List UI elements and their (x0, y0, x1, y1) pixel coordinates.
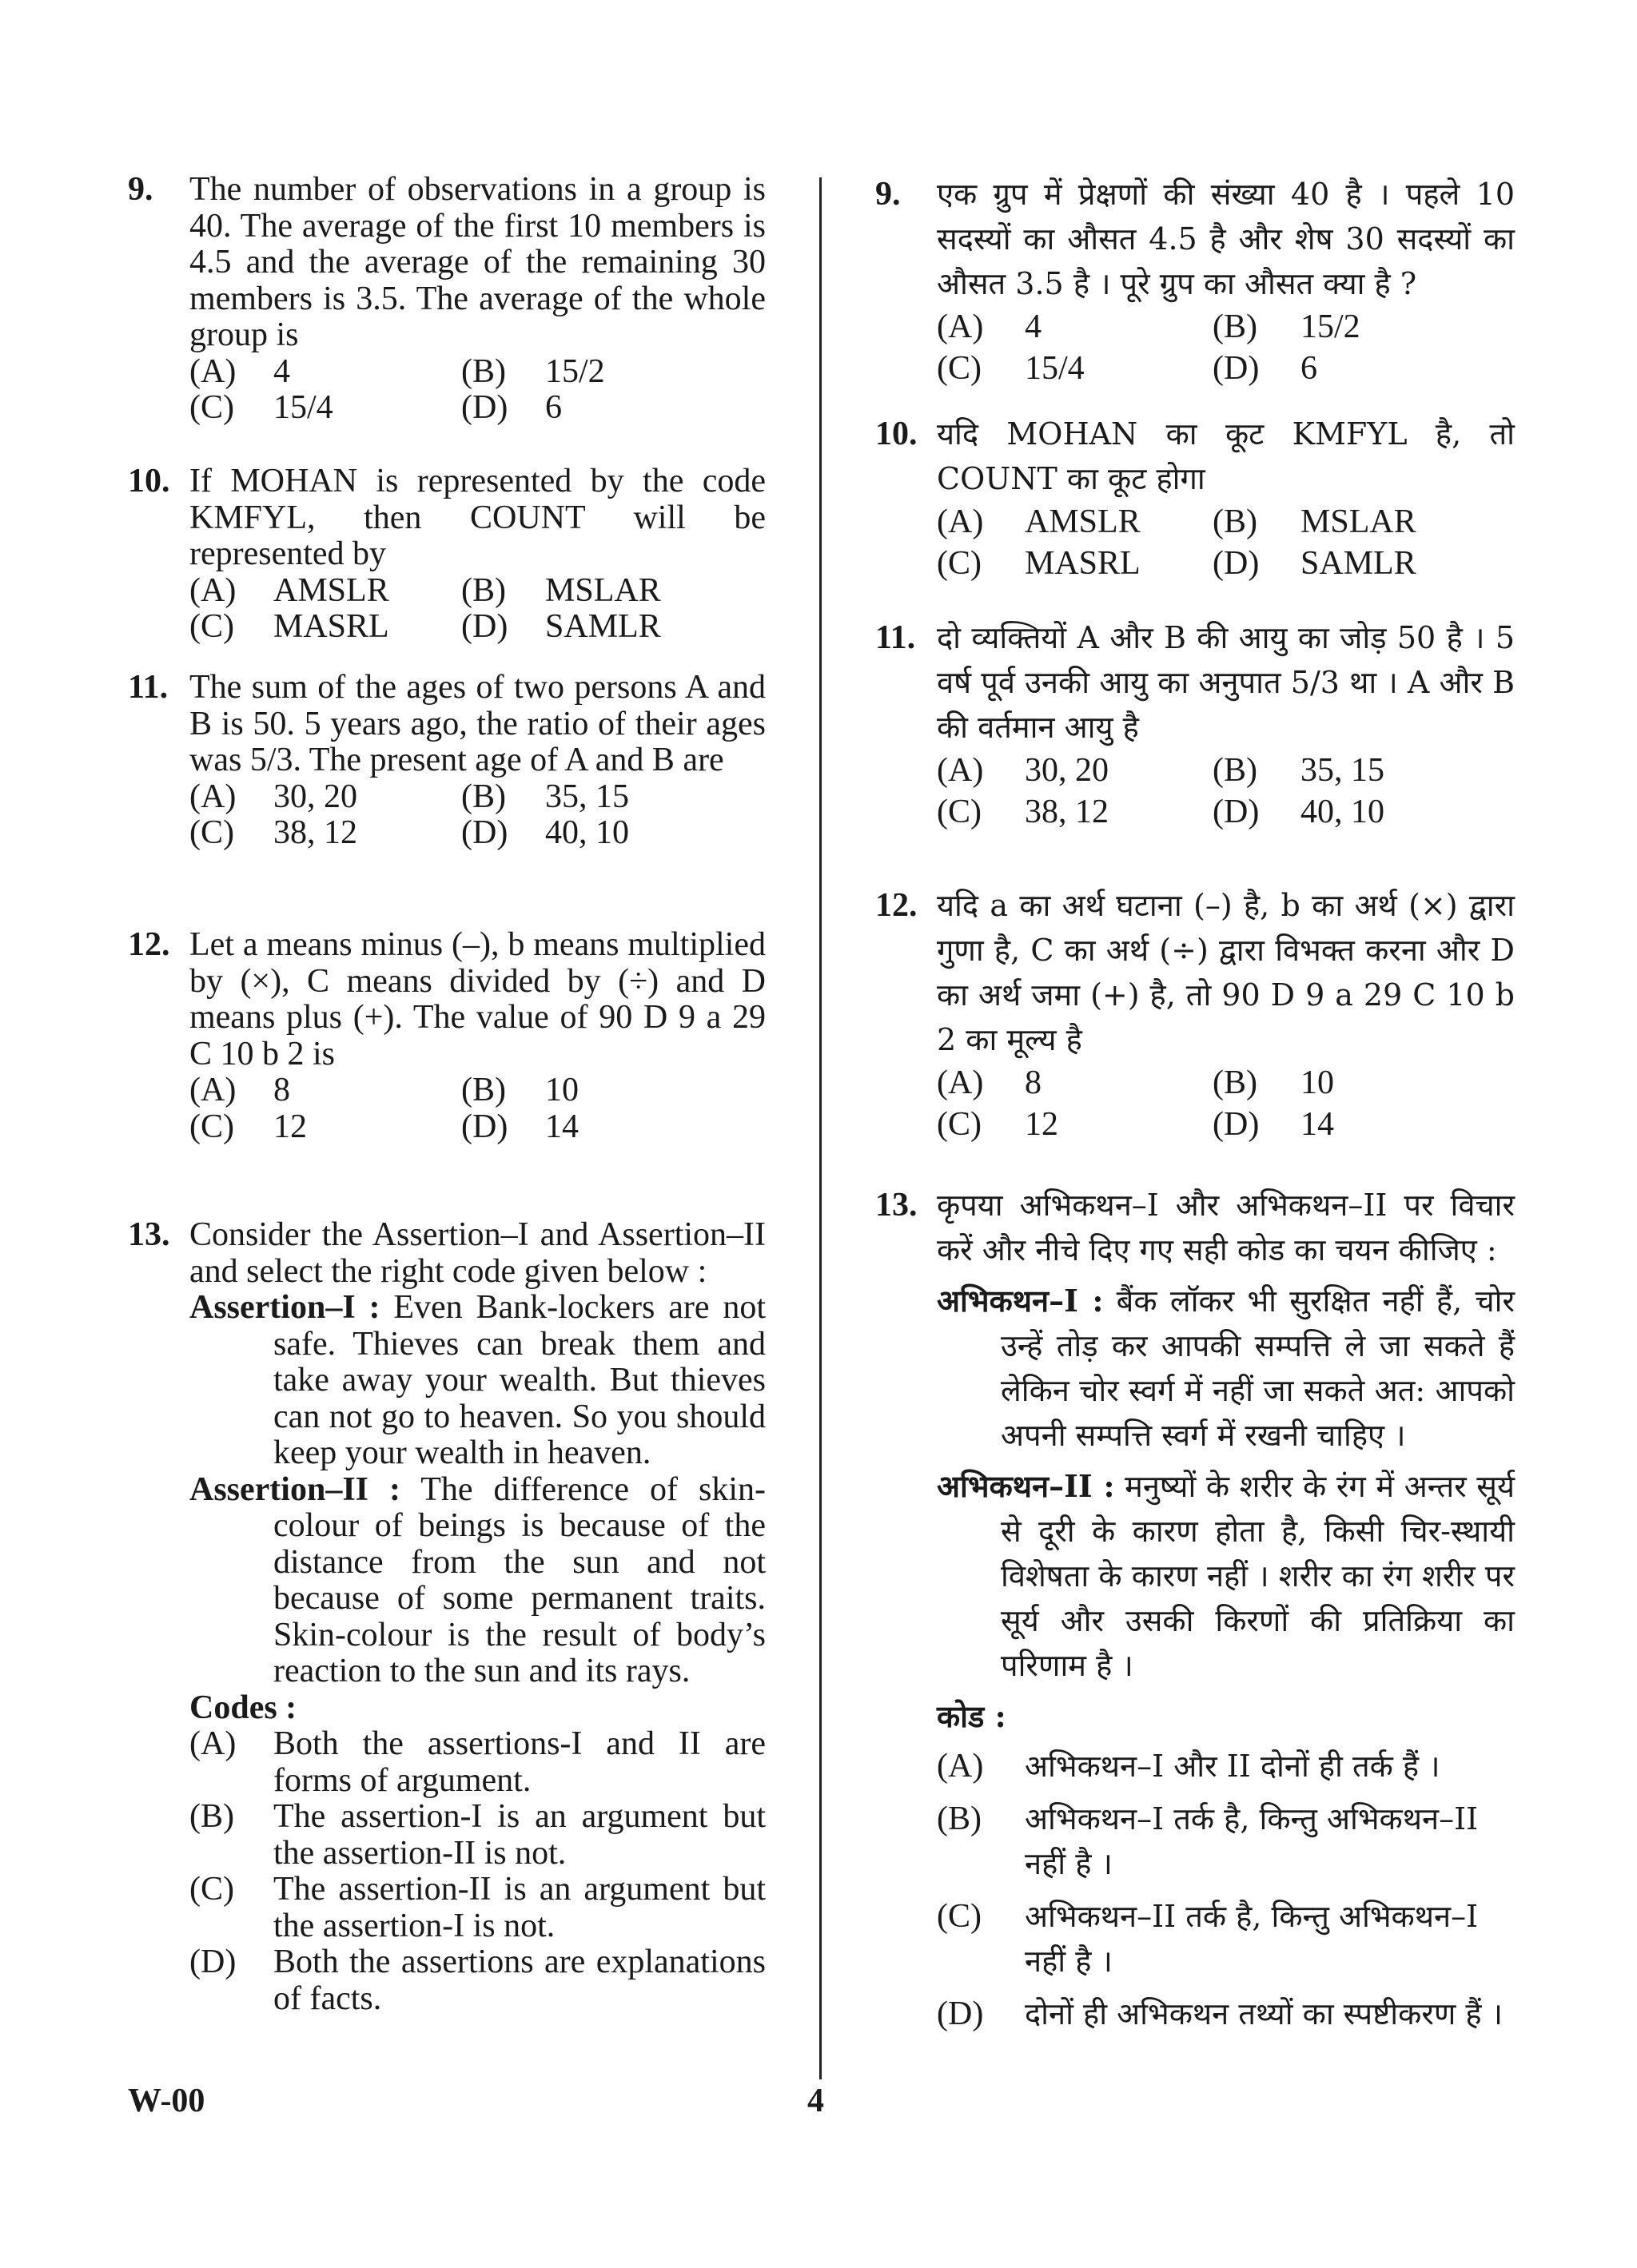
code-d: (D) Both the assertions are explanations of facts. (189, 1944, 766, 2017)
option-b: (B) 10 (1213, 1064, 1334, 1101)
option-c: (C) 15/4 (189, 389, 333, 426)
option-b: (B) 15/2 (461, 352, 605, 390)
option-d: (D) 40, 10 (1213, 794, 1384, 830)
option-b: (B) MSLAR (461, 571, 661, 609)
assertion-1-text: बैंक लॉकर भी सुरक्षित नहीं हैं, चोर उन्हें तोड़ कर आपकी सम्पत्ति ले जा सकते हैं लेकिन चोर स्वर्ग में नहीं जा सकते अत: आपको अपनी सम्पत्ति स्वर्ग में रखनी चाहिए । (1001, 1283, 1515, 1453)
assertion-1 (189, 1290, 766, 1472)
question-11-hi (875, 615, 1515, 833)
option-a: (A) 30, 20 (937, 752, 1109, 789)
question-number: 12. (128, 926, 170, 963)
assertion-1-text: Even Bank-lockers are not safe. Thieves can break them and take away your wealth. But thieves can not go to heaven. So you should keep your wealth in heaven. (273, 1289, 766, 1471)
option-d: (D) SAMLR (461, 608, 661, 645)
option-d: (D) 6 (461, 389, 562, 426)
assertion-1-label: अभिकथन–I : (937, 1283, 1104, 1319)
assertion-2 (937, 1464, 1515, 1688)
options-grid (937, 1062, 1515, 1145)
question-12-en (128, 927, 766, 1145)
option-c: (C) 12 (937, 1106, 1058, 1143)
option-b: (B) 35, 15 (461, 778, 629, 815)
question-13-en (128, 1217, 766, 2017)
assertion-2-text: The difference of skin-colour of beings is because of the distance from the sun and not because of some permanent traits. Skin-colour is the result of body’s reaction to the sun and its rays. (273, 1470, 766, 1689)
option-c: (C) 38, 12 (937, 794, 1109, 830)
question-10-en (128, 464, 766, 646)
question-text: कृपया अभिकथन–I और अभिकथन–II पर विचार करें और नीचे दिए गए सही कोड का चयन कीजिए : (937, 1188, 1515, 1267)
page-number: 4 (807, 2083, 824, 2119)
option-a: (A) AMSLR (937, 503, 1141, 540)
options-grid (937, 501, 1515, 584)
question-13-hi (875, 1183, 1515, 2044)
code-b: (B) The assertion-I is an argument but the assertion-II is not. (189, 1798, 766, 1872)
question-text: यदि a का अर्थ घटाना (–) है, b का अर्थ (×) द्वारा गुणा है, C का अर्थ (÷) द्वारा विभक्त करना और D का अर्थ जमा (+) है, तो 90 D 9 a 29 C 10 b 2 का मूल्य है (937, 888, 1515, 1057)
option-b: (B) 35, 15 (1213, 752, 1384, 789)
codes-heading: कोड : (937, 1698, 1006, 1734)
question-text: दो व्यक्तियों A और B की आयु का जोड़ 50 है । 5 वर्ष पूर्व उनकी आयु का अनुपात 5/3 था । A और B की वर्तमान आयु है (937, 620, 1515, 745)
options-grid (189, 573, 766, 646)
column-divider (819, 177, 822, 2079)
options-grid (937, 750, 1515, 833)
option-c: (C) MASRL (189, 608, 389, 645)
code-a: (A) Both the assertions-I and II are forms of argument. (189, 1725, 766, 1799)
paper-code: W-00 (128, 2083, 205, 2119)
code-c: (C) The assertion-II is an argument but the assertion-I is not. (189, 1871, 766, 1944)
option-c: (C) MASRL (937, 545, 1141, 582)
option-d: (D) 14 (461, 1108, 579, 1145)
option-a: (A) AMSLR (189, 571, 389, 609)
question-number: 11. (875, 619, 916, 656)
option-c: (C) 15/4 (937, 350, 1085, 387)
question-12-hi (875, 883, 1515, 1145)
question-number: 10. (875, 416, 918, 452)
assertion-2-label: Assertion–II : (189, 1470, 400, 1508)
option-a: (A) 4 (189, 352, 290, 390)
question-number: 9. (128, 171, 153, 208)
option-a: (A) 30, 20 (189, 778, 357, 815)
question-10-hi (875, 412, 1515, 584)
question-text: एक ग्रुप में प्रेक्षणों की संख्या 40 है । पहले 10 सदस्यों का औसत 4.5 है और शेष 30 सदस्यों का औसत 3.5 है । पूरे ग्रुप का औसत क्या है ? (937, 177, 1515, 301)
option-a: (A) 8 (937, 1064, 1042, 1101)
options-grid (937, 306, 1515, 389)
code-d: (D) दोनों ही अभिकथन तथ्यों का स्पष्टीकरण हैं । (937, 1995, 1504, 2032)
assertion-2-text: मनुष्यों के शरीर के रंग में अन्तर सूर्य से दूरी के कारण होता है, किसी चिर-स्थायी विशेषता के कारण नहीं । शरीर का रंग शरीर पर सूर्य और उसकी किरणों की प्रतिक्रिया का परिणाम है । (1001, 1469, 1515, 1683)
question-number: 12. (875, 887, 918, 924)
question-9-hi (875, 172, 1515, 389)
assertion-2 (189, 1472, 766, 1690)
question-text: The sum of the ages of two persons A and B is 50. 5 years ago, the ratio of their ages was 5/3. The present age of A and B are (189, 669, 766, 778)
question-text: The number of observations in a group is 40. The average of the first 10 members is 4.5 and the average of the remaining 30 members is 3.5. The average of the whole group is (189, 171, 766, 353)
option-d: (D) 14 (1213, 1106, 1334, 1143)
question-number: 13. (875, 1187, 918, 1224)
option-b: (B) 15/2 (1213, 308, 1360, 345)
question-text: Consider the Assertion–I and Assertion–II and select the right code given below : (189, 1216, 766, 1290)
question-text: If MOHAN is represented by the code KMFYL, then COUNT will be represented by (189, 463, 766, 572)
assertion-2-label: अभिकथन–II : (937, 1468, 1115, 1504)
question-number: 10. (128, 463, 170, 499)
code-c: (C) अभिकथन–II तर्क है, किन्तु अभिकथन–I नहीं है । (937, 1898, 1479, 1979)
option-c: (C) 38, 12 (189, 814, 357, 851)
option-a: (A) 4 (937, 308, 1042, 345)
options-grid (189, 354, 766, 427)
question-9-en (128, 172, 766, 427)
option-b: (B) MSLAR (1213, 503, 1416, 540)
option-b: (B) 10 (461, 1072, 579, 1108)
assertion-1-label: Assertion–I : (189, 1289, 380, 1326)
option-c: (C) 12 (189, 1108, 307, 1145)
question-text: Let a means minus (–), b means multiplied by (×), C means divided by (÷) and D means plus (+). The value of 90 D 9 a 29 C 10 b 2 is (189, 926, 766, 1072)
question-number: 11. (128, 669, 169, 706)
option-a: (A) 8 (189, 1072, 290, 1108)
question-11-en (128, 670, 766, 852)
option-d: (D) 40, 10 (461, 814, 629, 851)
options-grid (189, 1072, 766, 1145)
question-text: यदि MOHAN का कूट KMFYL है, तो COUNT का कूट होगा (937, 416, 1515, 496)
option-d: (D) 6 (1213, 350, 1317, 387)
code-a: (A) अभिकथन–I और II दोनों ही तर्क हैं । (937, 1748, 1440, 1785)
code-b: (B) अभिकथन–I तर्क है, किन्तु अभिकथन–II नहीं है । (937, 1800, 1479, 1881)
codes-heading: Codes : (189, 1689, 297, 1726)
options-grid (189, 779, 766, 852)
assertion-1 (937, 1279, 1515, 1458)
option-d: (D) SAMLR (1213, 545, 1416, 582)
question-number: 13. (128, 1216, 170, 1253)
question-number: 9. (875, 176, 901, 213)
